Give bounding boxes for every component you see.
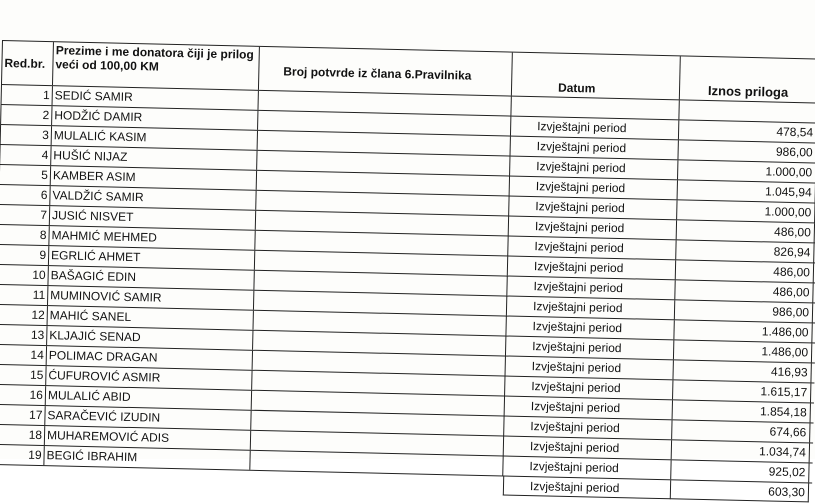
row-date: Izvještajni period bbox=[509, 217, 677, 240]
row-date: Izvještajni period bbox=[505, 397, 673, 420]
row-amount: 925,02 bbox=[671, 460, 809, 482]
row-no: 10 bbox=[0, 265, 49, 285]
row-amount: 1.615,17 bbox=[673, 380, 811, 402]
row-no: 4 bbox=[0, 145, 52, 165]
row-no: 3 bbox=[0, 125, 52, 145]
row-amount: 603,30 bbox=[671, 480, 809, 502]
row-name: ĆUFUROVIĆ ASMIR bbox=[46, 366, 252, 390]
row-no: 1 bbox=[1, 85, 53, 105]
table-body bbox=[0, 84, 815, 503]
row-amount: 986,00 bbox=[675, 300, 813, 322]
row-date: Izvještajni period bbox=[510, 157, 678, 180]
header-no: Red.br. bbox=[1, 41, 54, 85]
row-amount: 478,54 bbox=[679, 120, 815, 142]
donor-table bbox=[0, 40, 815, 502]
row-amount: 486,00 bbox=[675, 280, 813, 302]
row-name: MULALIĆ ABID bbox=[46, 386, 252, 410]
row-name: MULALIĆ KASIM bbox=[52, 126, 258, 150]
row-name: VALDŽIĆ SAMIR bbox=[50, 186, 256, 210]
row-name: EGRLIĆ AHMET bbox=[49, 246, 255, 270]
row-date: Izvještajni period bbox=[503, 476, 671, 499]
row-no: 7 bbox=[0, 205, 50, 225]
row-date: Izvještajni period bbox=[506, 317, 674, 340]
row-name: SARAČEVIĆ IZUDIN bbox=[45, 406, 251, 430]
row-date: Izvještajni period bbox=[505, 377, 673, 400]
row-no: 11 bbox=[0, 285, 48, 305]
row-no: 18 bbox=[0, 425, 45, 445]
row-date: Izvještajni period bbox=[504, 436, 672, 459]
row-name: MAHMIĆ MEHMED bbox=[49, 226, 255, 250]
row-name: MAHIĆ SANEL bbox=[48, 306, 254, 330]
row-amount: 416,93 bbox=[673, 360, 811, 382]
row-date: Izvještajni period bbox=[507, 297, 675, 320]
row-no: 6 bbox=[0, 185, 51, 205]
row-name: BAŠAGIĆ EDIN bbox=[48, 266, 254, 290]
row-amount: 486,00 bbox=[676, 260, 814, 282]
row-date: Izvještajni period bbox=[511, 137, 679, 160]
row-amount: 1.486,00 bbox=[674, 320, 812, 342]
row-name: SEDIĆ SAMIR bbox=[53, 86, 259, 110]
row-no: 16 bbox=[0, 385, 46, 405]
row-date: Izvještajni period bbox=[506, 337, 674, 360]
row-date bbox=[511, 97, 679, 120]
row-date: Izvještajni period bbox=[511, 117, 679, 140]
header-amount: Iznos priloga bbox=[680, 56, 815, 102]
row-no: 9 bbox=[0, 245, 49, 265]
row-amount: 674,66 bbox=[672, 420, 810, 442]
row-date: Izvještajni period bbox=[508, 237, 676, 260]
row-date: Izvještajni period bbox=[504, 416, 672, 439]
row-name: MUMINOVIĆ SAMIR bbox=[48, 286, 254, 310]
header-confirmation: Broj potvrde iz člana 6.Pravilnika bbox=[259, 47, 513, 96]
row-name: KLJAJIĆ SENAD bbox=[47, 326, 253, 350]
row-no: 14 bbox=[0, 345, 47, 365]
row-no: 8 bbox=[0, 225, 50, 245]
table-grid bbox=[0, 40, 815, 502]
row-no: 13 bbox=[0, 325, 48, 345]
row-amount: 986,00 bbox=[678, 140, 815, 162]
row-name: HUŠIĆ NIJAZ bbox=[51, 146, 257, 170]
row-date: Izvještajni period bbox=[510, 177, 678, 200]
row-name: POLIMAC DRAGAN bbox=[47, 346, 253, 370]
row-amount bbox=[679, 100, 815, 122]
row-name: HODŽIĆ DAMIR bbox=[52, 106, 258, 130]
row-date: Izvještajni period bbox=[503, 456, 671, 479]
row-date: Izvještajni period bbox=[508, 257, 676, 280]
row-name: MUHAREMOVIĆ ADIS bbox=[45, 426, 251, 450]
row-name: KAMBER ASIM bbox=[51, 166, 257, 190]
header-name: Prezime i me donatora čiji je prilog veći od 100,00 KM bbox=[53, 42, 260, 90]
row-date: Izvještajni period bbox=[507, 277, 675, 300]
row-amount: 1.854,18 bbox=[673, 400, 811, 422]
row-name: JUSIĆ NISVET bbox=[50, 206, 256, 230]
row-no: 5 bbox=[0, 165, 51, 185]
row-no: 19 bbox=[0, 445, 45, 465]
row-amount: 1.034,74 bbox=[672, 440, 810, 462]
row-no: 15 bbox=[0, 365, 47, 385]
row-no: 2 bbox=[0, 105, 52, 125]
row-date: Izvještajni period bbox=[506, 357, 674, 380]
row-amount: 486,00 bbox=[677, 220, 815, 242]
row-no: 12 bbox=[0, 305, 48, 325]
row-no: 17 bbox=[0, 405, 46, 425]
row-date: Izvještajni period bbox=[509, 197, 677, 220]
row-amount: 1.000,00 bbox=[678, 160, 815, 182]
row-amount: 1.486,00 bbox=[674, 340, 812, 362]
header-date: Datum bbox=[512, 53, 681, 100]
row-amount: 1.045,94 bbox=[678, 180, 815, 202]
row-name: BEGIĆ IBRAHIM bbox=[44, 446, 250, 470]
row-amount: 826,94 bbox=[676, 240, 814, 262]
row-amount: 1.000,00 bbox=[677, 200, 815, 222]
